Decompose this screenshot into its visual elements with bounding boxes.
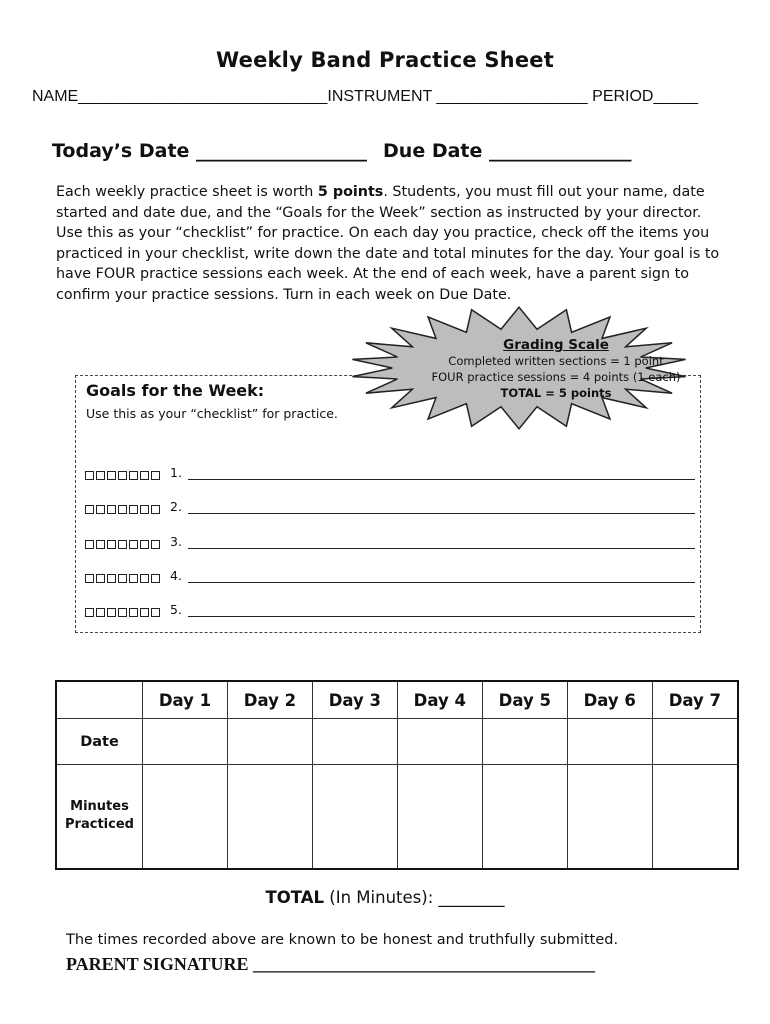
day-checkbox[interactable] [96, 608, 105, 617]
day-checkbox[interactable] [118, 574, 127, 583]
goal-write-line[interactable] [188, 467, 695, 480]
todays-date-field[interactable]: Today’s Date __________________ [52, 140, 368, 162]
grading-scale [420, 337, 692, 401]
goals-subtitle: Use this as your “checklist” for practice. [86, 406, 338, 421]
day-checkbox[interactable] [96, 505, 105, 514]
date-cell[interactable] [652, 719, 738, 765]
goal-number: 3. [170, 534, 182, 549]
minutes-cell[interactable] [227, 765, 312, 869]
goal-item [85, 529, 695, 549]
goal-item [85, 460, 695, 480]
grading-line-1: Completed written sections = 1 point [448, 354, 664, 368]
goal-write-line[interactable] [188, 570, 695, 583]
day-checkboxes [85, 505, 160, 514]
day-checkbox[interactable] [129, 574, 138, 583]
goal-write-line[interactable] [188, 536, 695, 549]
total-minutes-line [0, 888, 770, 907]
day-header: Day 7 [652, 681, 738, 719]
day-checkbox[interactable] [85, 471, 94, 480]
date-cell[interactable] [227, 719, 312, 765]
day-header: Day 2 [227, 681, 312, 719]
day-checkbox[interactable] [107, 540, 116, 549]
grading-line-2: FOUR practice sessions = 4 points (1 each) [431, 370, 681, 384]
goal-number: 5. [170, 602, 182, 617]
minutes-cell[interactable] [397, 765, 482, 869]
date-cell[interactable] [482, 719, 567, 765]
parent-signature-field[interactable]: PARENT SIGNATURE ______________________________________ [66, 954, 596, 974]
grading-scale-title: Grading Scale [503, 337, 609, 353]
goal-item [85, 597, 695, 617]
minutes-cell[interactable] [312, 765, 397, 869]
minutes-cell[interactable] [482, 765, 567, 869]
day-checkbox[interactable] [129, 608, 138, 617]
day-header: Day 1 [143, 681, 228, 719]
name-instrument-period-line: NAME____________________________INSTRUMENT _________________ PERIOD_____ [32, 88, 698, 105]
minutes-row-label: Minutes Practiced [56, 765, 143, 869]
due-date-field[interactable]: Due Date _______________ [383, 140, 632, 162]
points-emphasis: 5 points [317, 184, 384, 200]
day-checkbox[interactable] [129, 505, 138, 514]
goal-item [85, 494, 695, 514]
grading-line-3: TOTAL = 5 points [500, 386, 612, 400]
day-checkboxes [85, 540, 160, 549]
day-checkbox[interactable] [85, 505, 94, 514]
date-row-label: Date [56, 719, 143, 765]
day-checkbox[interactable] [140, 608, 149, 617]
practice-log-table [55, 680, 739, 870]
day-header: Day 5 [482, 681, 567, 719]
day-checkbox[interactable] [96, 471, 105, 480]
goals-title: Goals for the Week: [86, 381, 265, 400]
day-checkbox[interactable] [107, 505, 116, 514]
minutes-cell[interactable] [143, 765, 228, 869]
day-checkbox[interactable] [107, 574, 116, 583]
total-label: TOTAL [265, 888, 325, 907]
day-checkbox[interactable] [85, 540, 94, 549]
day-checkbox[interactable] [85, 574, 94, 583]
day-header: Day 3 [312, 681, 397, 719]
instructions-paragraph: Each weekly practice sheet is worth 5 points. Students, you must fill out your name, date started and date due, and the “Goals for the Week” section as instructed by your director. Use this as your “checklist” for practice. On each day you practice, check off the items you practiced in your checklist, write down the date and total minutes for the day. Your goal is to have FOUR practice sessions each week. At the end of each week, have a parent sign to confirm your practice sessions. Turn in each week on Due Date. [56, 184, 720, 303]
date-cell[interactable] [312, 719, 397, 765]
day-checkbox[interactable] [96, 574, 105, 583]
day-checkbox[interactable] [151, 574, 160, 583]
day-checkbox[interactable] [118, 471, 127, 480]
goal-number: 4. [170, 568, 182, 583]
goal-number: 1. [170, 465, 182, 480]
day-checkbox[interactable] [118, 608, 127, 617]
day-checkboxes [85, 471, 160, 480]
goal-number: 2. [170, 499, 182, 514]
day-checkbox[interactable] [129, 471, 138, 480]
day-checkbox[interactable] [151, 471, 160, 480]
day-header: Day 4 [397, 681, 482, 719]
honesty-statement: The times recorded above are known to be honest and truthfully submitted. [66, 932, 619, 948]
date-cell[interactable] [567, 719, 652, 765]
minutes-cell[interactable] [652, 765, 738, 869]
date-cell[interactable] [143, 719, 228, 765]
date-cell[interactable] [397, 719, 482, 765]
day-checkbox[interactable] [151, 540, 160, 549]
day-checkbox[interactable] [151, 608, 160, 617]
goal-item [85, 563, 695, 583]
day-checkbox[interactable] [85, 608, 94, 617]
dates-line [52, 140, 732, 162]
table-corner-cell [56, 681, 143, 719]
day-checkbox[interactable] [129, 540, 138, 549]
day-checkbox[interactable] [140, 540, 149, 549]
page-title: Weekly Band Practice Sheet [216, 48, 554, 72]
day-checkboxes [85, 574, 160, 583]
total-minutes-field[interactable]: (In Minutes): ________ [324, 888, 505, 907]
day-header: Day 6 [567, 681, 652, 719]
day-checkbox[interactable] [96, 540, 105, 549]
day-checkboxes [85, 608, 160, 617]
day-checkbox[interactable] [140, 471, 149, 480]
day-checkbox[interactable] [107, 608, 116, 617]
day-checkbox[interactable] [151, 505, 160, 514]
day-checkbox[interactable] [140, 505, 149, 514]
minutes-cell[interactable] [567, 765, 652, 869]
day-checkbox[interactable] [118, 540, 127, 549]
day-checkbox[interactable] [107, 471, 116, 480]
goal-write-line[interactable] [188, 501, 695, 514]
day-checkbox[interactable] [140, 574, 149, 583]
goal-write-line[interactable] [188, 604, 695, 617]
day-checkbox[interactable] [118, 505, 127, 514]
